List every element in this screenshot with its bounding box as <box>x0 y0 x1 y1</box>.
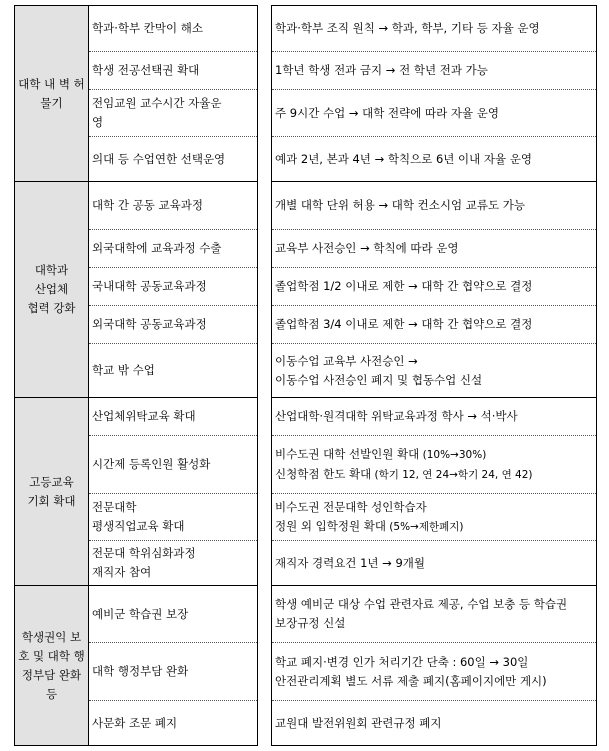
table-row <box>272 586 597 643</box>
item-cell: 의대 등 수업연한 선택운영 <box>89 137 258 182</box>
item-cell: 국내대학 공동교육과정 <box>89 268 258 306</box>
item-cell: 전문대학 평생직업교육 확대 <box>89 494 258 541</box>
table-row <box>272 398 597 436</box>
item-cell: 예비군 학습권 보장 <box>89 586 258 643</box>
desc-cell: 산업대학·원격대학 위탁교육과정 학사 → 석·박사 <box>272 398 597 436</box>
desc-cell: 학교 폐지·변경 인가 처리기간 단축 : 60일 → 30일 안전관리계획 별도 서류 제출 폐지(홈페이지에만 게시) <box>272 643 597 701</box>
desc-cell: 졸업학점 3/4 이내로 제한 → 대학 간 협약으로 결정 <box>272 306 597 344</box>
item-cell: 외국대학에 교육과정 수출 <box>89 230 258 268</box>
item-cell: 대학 행정부담 완화 <box>89 643 258 701</box>
table-row <box>272 494 597 541</box>
desc-cell: 재직자 경력요건 1년 → 9개월 <box>272 541 597 586</box>
desc-cell: 1학년 학생 전과 금지 → 전 학년 전과 가능 <box>272 52 597 90</box>
item-cell: 외국대학 공동교육과정 <box>89 306 258 344</box>
table-row <box>272 90 597 137</box>
table-row <box>272 182 597 230</box>
table-row <box>15 586 258 643</box>
table-row <box>272 701 597 746</box>
table-row <box>272 344 597 398</box>
table-row <box>272 541 597 586</box>
desc-line: 비수도권 전문대학 성인학습자 <box>275 499 427 514</box>
desc-cell: 예과 2년, 본과 4년 → 학칙으로 6년 이내 자율 운영 <box>272 137 597 182</box>
table-row <box>15 182 258 230</box>
desc-cell: 학과·학부 조직 원칙 → 학과, 학부, 기타 등 자율 운영 <box>272 6 597 52</box>
desc-line: 정원 외 입학정원 확대 <box>275 518 386 533</box>
desc-cell: 주 9시간 수업 → 대학 전략에 따라 자율 운영 <box>272 90 597 137</box>
category-cell: 대학 내 벽 허 물기 <box>15 6 89 182</box>
desc-cell <box>272 436 597 494</box>
table-row <box>272 6 597 52</box>
table-row <box>272 306 597 344</box>
table-row <box>272 268 597 306</box>
desc-cell: 졸업학점 1/2 이내로 제한 → 대학 간 협약으로 결정 <box>272 268 597 306</box>
item-cell: 학교 밖 수업 <box>89 344 258 398</box>
desc-line: 비수도권 대학 선발인원 확대 <box>275 446 420 461</box>
item-cell: 전문대 학위심화과정 재직자 참여 <box>89 541 258 586</box>
right-table <box>271 5 597 746</box>
desc-cell: 교육부 사전승인 → 학칙에 따라 운영 <box>272 230 597 268</box>
item-cell: 산업체위탁교육 확대 <box>89 398 258 436</box>
table-row <box>15 6 258 52</box>
item-cell: 학생 전공선택권 확대 <box>89 52 258 90</box>
desc-line: 신청학점 한도 확대 <box>275 466 372 481</box>
category-cell: 고등교육 기회 확대 <box>15 398 89 586</box>
desc-note: (10%→30%) <box>419 448 487 461</box>
table-row <box>15 398 258 436</box>
table-row <box>272 230 597 268</box>
table-row <box>272 52 597 90</box>
category-cell: 학생권익 보 호 및 대학 행 정부담 완화 등 <box>15 586 89 746</box>
item-cell: 전임교원 교수시간 자율운 영 <box>89 90 258 137</box>
table-row <box>272 137 597 182</box>
desc-note: (학기 12, 연 24→학기 24, 연 42) <box>371 468 533 481</box>
desc-cell: 개별 대학 단위 허용 → 대학 컨소시엄 교류도 가능 <box>272 182 597 230</box>
desc-cell: 학생 예비군 대상 수업 관련자료 제공, 수업 보충 등 학습권 보장규정 신설 <box>272 586 597 643</box>
item-cell: 시간제 등록인원 활성화 <box>89 436 258 494</box>
left-table <box>14 5 258 746</box>
desc-cell <box>272 494 597 541</box>
category-cell: 대학과 산업체 협력 강화 <box>15 182 89 398</box>
desc-cell: 이동수업 교육부 사전승인 → 이동수업 사전승인 폐지 및 협동수업 신설 <box>272 344 597 398</box>
table-row <box>272 436 597 494</box>
item-cell: 사문화 조문 폐지 <box>89 701 258 746</box>
desc-note: (5%→제한폐지) <box>385 520 464 533</box>
table-row <box>272 643 597 701</box>
item-cell: 학과·학부 칸막이 해소 <box>89 6 258 52</box>
item-cell: 대학 간 공동 교육과정 <box>89 182 258 230</box>
desc-cell: 교원대 발전위원회 관련규정 폐지 <box>272 701 597 746</box>
